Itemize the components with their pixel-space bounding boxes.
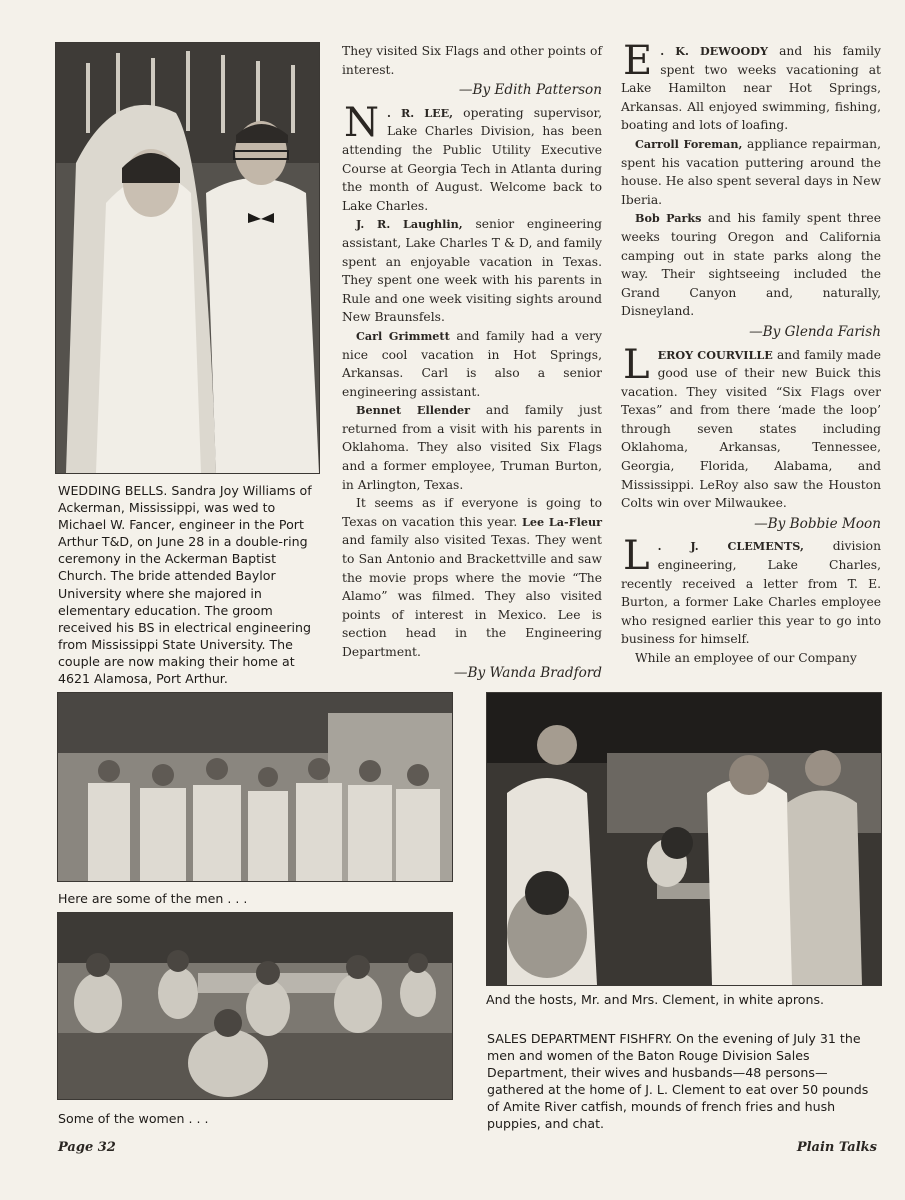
drop-cap-e: E <box>623 38 653 84</box>
nr-lee-paragraph: N . R. LEE, operating supervisor, Lake Charles Division, has been attending the Public Utility Executive Course at Georgia Tech in Atlanta during the month of August. Welcome back to Lake Charles. <box>342 99 602 213</box>
women-photo <box>57 912 453 1100</box>
grimmett-paragraph: Carl Grimmett and family had a very nice cool vacation in Hot Springs, Arkansas. Carl is also a senior engineering assistant. <box>342 328 602 399</box>
courville-paragraph: LEROY COURVILLE and family made good use of their new Buick this vacation. They visited “Six Flags over Texas” and from there ‘made the loop’ through seven states including Oklahoma, Arkansas, Tennessee, Georgia, Florida, Alabama, and Mississippi. LeRoy also saw the Houston Colts win over Milwaukee. <box>621 341 881 511</box>
byline-glenda-farish: —By Glenda Farish <box>749 323 881 340</box>
column-right <box>621 38 881 668</box>
hosts-caption: And the hosts, Mr. and Mrs. Clement, in white aprons. <box>486 992 825 1007</box>
drop-cap-l-clements: L <box>623 533 650 580</box>
col2-intro: They visited Six Flags and other points of interest. <box>342 44 602 77</box>
foreman-paragraph: Carroll Foreman, appliance repairman, spent his vacation puttering around the house. He also spent several days in New Iberia. <box>621 136 881 207</box>
men-photo <box>57 692 453 882</box>
clements-paragraph: L . J. CLEMENTS, division engineering, Lake Charles, recently received a letter from T. E. Burton, a former Lake Charles employee who resigned earlier this year to go into business for himself. <box>621 533 881 647</box>
parks-paragraph: Bob Parks and his family spent three weeks touring Oregon and California camping out in state parks along the way. Their sightseeing included the Grand Canyon and, naturally, Disneyland. <box>621 211 881 319</box>
men-caption: Here are some of the men . . . <box>58 891 248 906</box>
byline-bobbie-moon: —By Bobbie Moon <box>754 515 881 532</box>
women-caption: Some of the women . . . <box>58 1111 209 1126</box>
lafleur-paragraph: It seems as if everyone is going to Texas on vacation this year. Lee La-Fleur and family also visited Texas. They went to San Antonio and Brackettville and saw the movie props where the movie “The Alamo” was filmed. They also visited points of interest in Mexico. Lee is section head in the Engineering Department. <box>342 496 602 659</box>
final-paragraph: While an employee of our Company <box>635 651 857 665</box>
women-photo-art <box>58 913 452 1099</box>
drop-cap-l-leroy: L <box>623 341 650 388</box>
page-number: Page 32 <box>58 1140 116 1155</box>
hosts-photo <box>486 692 882 986</box>
wedding-photo <box>55 42 320 474</box>
laughlin-paragraph: J. R. Laughlin, senior engineering assistant, Lake Charles T & D, and family spent an enjoyable vacation in Texas. They spent one week with his parents in Rule and one week visiting sights around New Braunsfels. <box>342 217 602 325</box>
wedding-photo-art <box>56 43 319 473</box>
fishfry-caption: SALES DEPARTMENT FISHFRY. On the evening of July 31 the men and women of the Baton Rouge Division Sales Department, their wives and husbands—48 persons—gathered at the home of J. L. Clement to eat over 50 pounds of Amite River catfish, mounds of french fries and hush puppies, and chat. <box>487 1031 869 1132</box>
drop-cap-n: N <box>344 99 379 146</box>
men-photo-art <box>58 693 452 881</box>
byline-edith-patterson: —By Edith Patterson <box>458 82 602 99</box>
wedding-caption: WEDDING BELLS. Sandra Joy Williams of Ackerman, Mississippi, was wed to Michael W. Fancer, engineer in the Port Arthur T&D, on June 28 in a double-ring ceremony in the Ackerman Baptist Church. The bride attended Baylor University where she majored in elementary education. The groom received his BS in electrical engineering from Mississippi State University. The couple are now making their home at 4621 Alamosa, Port Arthur. <box>58 483 312 687</box>
dewoody-paragraph: E . K. DEWOODY and his family spent two weeks vacationing at Lake Hamilton near Hot Springs, Arkansas. All enjoyed swimming, fishing, boating and lots of loafing. <box>621 38 881 133</box>
ellender-paragraph: Bennet Ellender and family just returned from a visit with his parents in Oklahoma. They also visited Six Flags and a former employee, Truman Burton, in Arlington, Texas. <box>342 403 602 492</box>
column-middle <box>342 42 602 686</box>
publication-name: Plain Talks <box>796 1140 877 1155</box>
byline-wanda-bradford: —By Wanda Bradford <box>453 664 602 681</box>
hosts-photo-art <box>487 693 881 985</box>
